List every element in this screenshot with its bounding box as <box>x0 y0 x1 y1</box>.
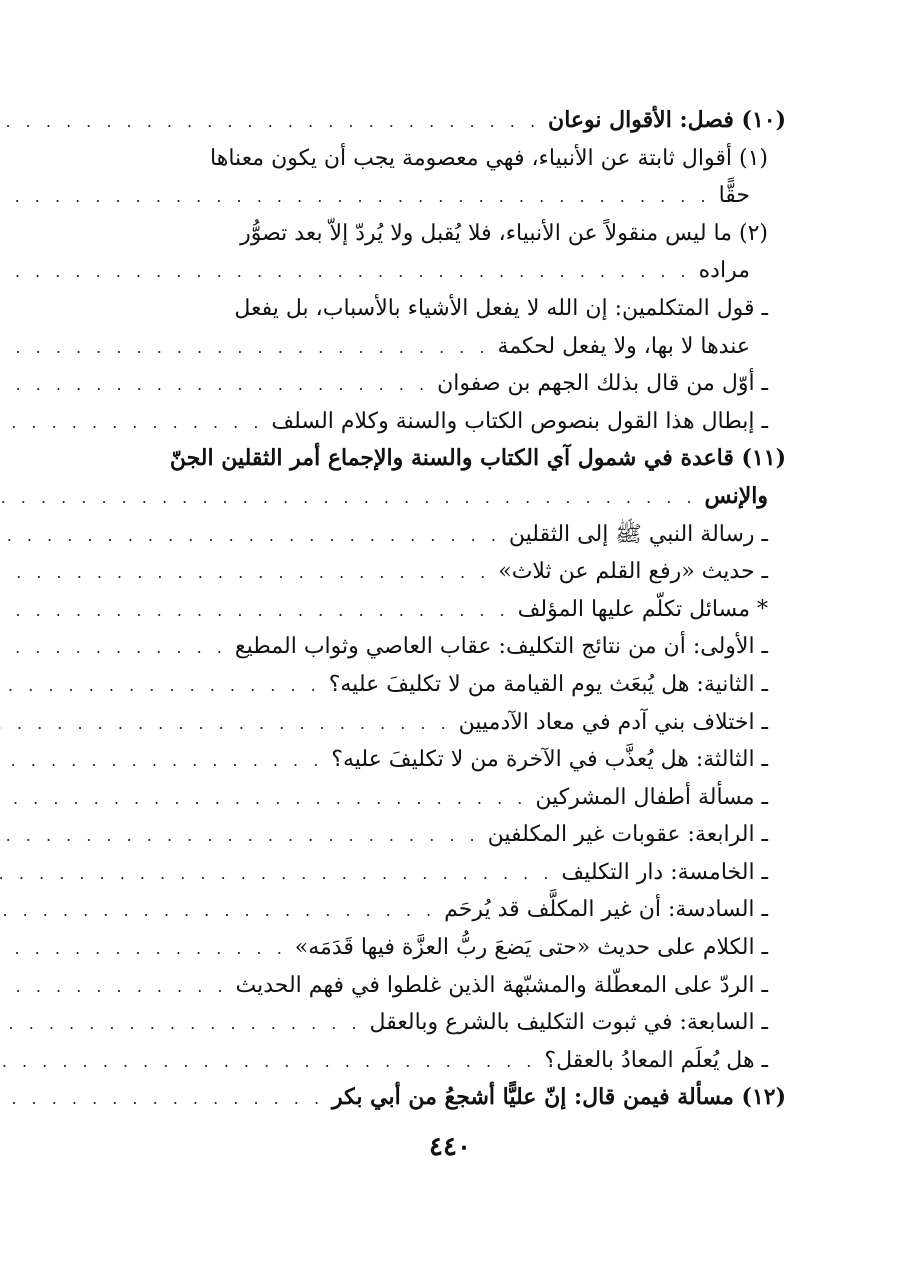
toc-entry-title: عندها لا بها، ولا يفعل لحكمة <box>497 333 750 359</box>
toc-entry <box>110 403 786 441</box>
dot-leader <box>0 780 535 818</box>
toc-entry <box>110 365 786 403</box>
toc-entry-title: ـ قول المتكلمين: إن الله لا يفعل الأشياء بالأسباب، بل يفعل <box>234 295 768 321</box>
toc-entry-title: (١٠) فصل: الأقوال نوعان <box>548 107 786 133</box>
dot-leader <box>0 554 498 592</box>
toc-entry <box>110 967 786 1005</box>
dot-leader <box>0 253 699 291</box>
dot-leader <box>0 742 331 780</box>
dot-leader <box>0 404 271 442</box>
dot-leader <box>0 968 235 1006</box>
toc-entry <box>110 252 786 290</box>
toc-entry-title: ـ إبطال هذا القول بنصوص الكتاب والسنة وكلام السلف <box>271 408 768 434</box>
toc-entry <box>110 440 786 478</box>
toc-entry-title: ـ أوّل من قال بذلك الجهم بن صفوان <box>437 371 768 397</box>
table-of-contents <box>110 102 786 1117</box>
toc-entry <box>110 1004 786 1042</box>
dot-leader <box>0 178 719 216</box>
page-number: ٤٤٠ <box>429 1132 471 1162</box>
toc-entry <box>110 102 786 140</box>
toc-entry-title: ـ هل يُعلَم المعادُ بالعقل؟ <box>544 1047 768 1073</box>
toc-entry-title: مراده <box>698 258 750 284</box>
toc-entry <box>110 328 786 366</box>
toc-entry-title: (١١) قاعدة في شمول آي الكتاب والسنة والإجماع أمر الثقلين الجنّ <box>169 445 786 472</box>
dot-leader <box>0 892 444 930</box>
toc-entry <box>110 478 786 516</box>
toc-entry-title: ـ اختلاف بني آدم في معاد الآدميين <box>458 709 768 735</box>
toc-entry-title: ـ رسالة النبي ﷺ إلى الثقلين <box>508 521 768 547</box>
toc-entry <box>110 854 786 892</box>
toc-entry <box>110 741 786 779</box>
toc-entry-title: ـ الثالثة: هل يُعذَّب في الآخرة من لا تكليفَ عليه؟ <box>331 747 768 773</box>
toc-entry <box>110 891 786 929</box>
toc-entry-title: ـ الأولى: أن من نتائج التكليف: عقاب العاصي وثواب المطيع <box>234 634 768 660</box>
toc-entry <box>110 177 786 215</box>
toc-entry-title: ـ مسألة أطفال المشركين <box>535 784 768 810</box>
toc-entry-title: (١) أقوال ثابتة عن الأنبياء، فهي معصومة يجب أن يكون معناها <box>210 145 768 171</box>
dot-leader <box>0 705 459 743</box>
toc-entry <box>110 666 786 704</box>
dot-leader <box>0 366 437 404</box>
toc-entry <box>110 215 786 253</box>
dot-leader <box>0 479 705 517</box>
dot-leader <box>0 817 488 855</box>
toc-entry <box>110 929 786 967</box>
toc-entry <box>110 816 786 854</box>
toc-entry-title: ـ الرابعة: عقوبات غير المكلفين <box>487 822 768 848</box>
toc-entry <box>110 553 786 591</box>
toc-entry <box>110 1042 786 1080</box>
toc-entry-title: ـ الخامسة: دار التكليف <box>561 859 768 885</box>
dot-leader <box>0 629 235 667</box>
toc-entry <box>110 516 786 554</box>
toc-entry-title: ـ حديث «رفع القلم عن ثلاث» <box>498 559 768 585</box>
toc-entry-title: ـ السابعة: في ثبوت التكليف بالشرع وبالعقل <box>369 1010 768 1036</box>
dot-leader <box>0 667 329 705</box>
toc-entry-title: ـ الثانية: هل يُبعَث يوم القيامة من لا تكليفَ عليه؟ <box>328 671 768 697</box>
dot-leader <box>0 1005 370 1043</box>
toc-entry <box>110 779 786 817</box>
toc-entry-title: (١٢) مسألة فيمن قال: إنّ عليًّا أشجعُ من أبي بكر <box>332 1084 786 1111</box>
toc-entry-title: والإنس <box>704 482 768 509</box>
dot-leader <box>0 930 295 968</box>
toc-entry <box>110 140 786 178</box>
toc-entry-title: * مسائل تكلّم عليها المؤلف <box>517 596 768 622</box>
dot-leader <box>0 329 498 367</box>
dot-leader <box>0 1043 544 1081</box>
toc-entry-title: (٢) ما ليس منقولاً عن الأنبياء، فلا يُقبل ولا يُردّ إلاّ بعد تصوُّر <box>240 220 768 246</box>
toc-entry-title: ـ الكلام على حديث «حتى يَضعَ ربُّ العزَّة فيها قَدَمَه» <box>294 935 768 961</box>
dot-leader <box>0 103 548 141</box>
dot-leader <box>0 592 518 630</box>
dot-leader <box>0 855 561 893</box>
toc-entry-title: حقًّا <box>718 183 750 209</box>
toc-entry-title: ـ الردّ على المعطّلة والمشبّهة الذين غلطوا في فهم الحديث <box>235 972 768 998</box>
toc-entry <box>110 591 786 629</box>
toc-entry <box>110 704 786 742</box>
toc-entry <box>110 628 786 666</box>
toc-entry-title: ـ السادسة: أن غير المكلَّف قد يُرحَم <box>444 897 768 923</box>
toc-entry <box>110 290 786 328</box>
dot-leader <box>0 517 509 555</box>
dot-leader <box>0 1080 332 1118</box>
toc-entry <box>110 1079 786 1117</box>
